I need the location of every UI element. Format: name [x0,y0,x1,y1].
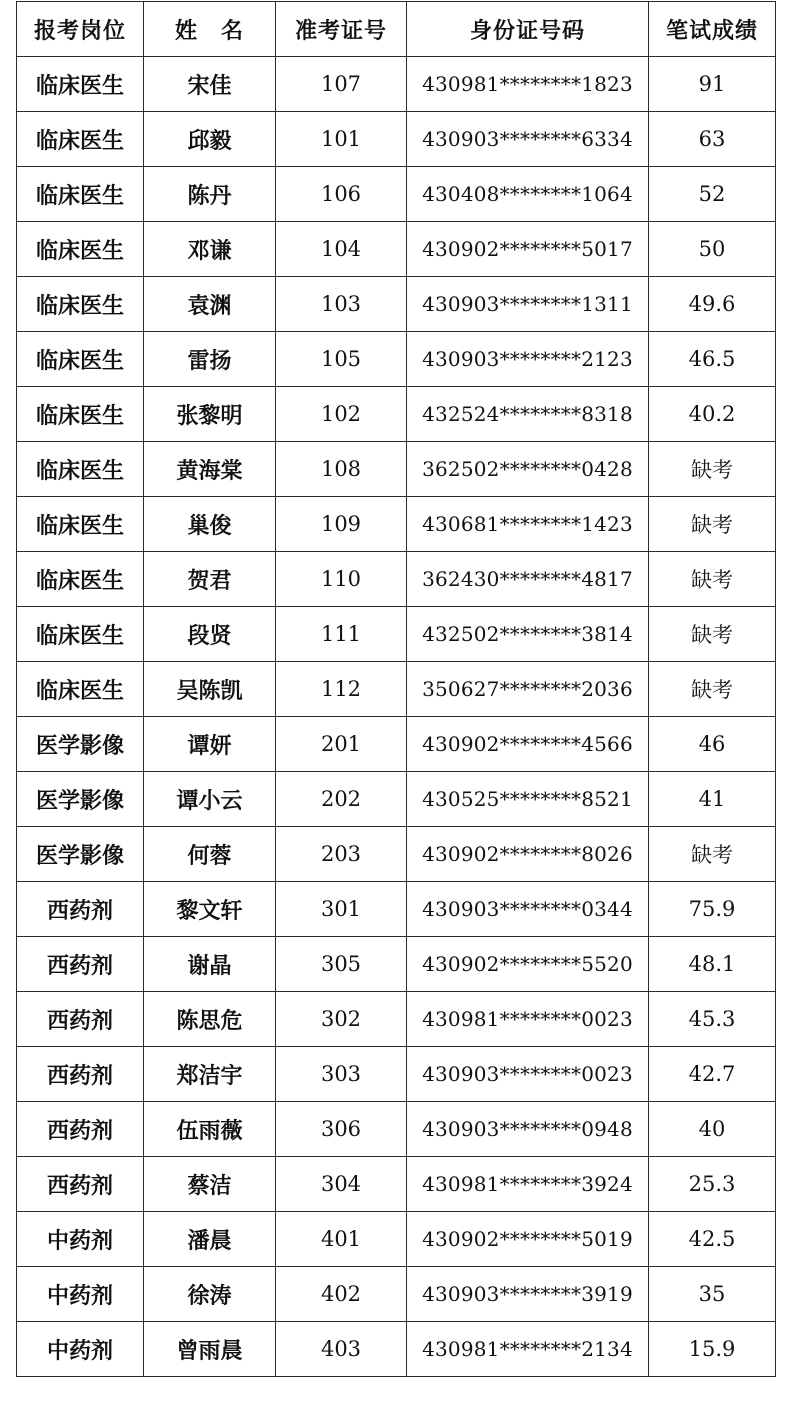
cell-post: 西药剂 [17,882,144,937]
cell-post: 临床医生 [17,552,144,607]
cell-score: 25.3 [649,1157,776,1212]
cell-post: 临床医生 [17,387,144,442]
cell-ticket-number: 108 [276,442,407,497]
cell-post: 中药剂 [17,1267,144,1322]
cell-score: 42.5 [649,1212,776,1267]
header-row [17,2,776,57]
cell-id-number: 432502********3814 [407,607,649,662]
cell-score: 91 [649,57,776,112]
cell-name: 袁渊 [144,277,276,332]
cell-score: 46 [649,717,776,772]
cell-name: 何蓉 [144,827,276,882]
cell-name: 邓谦 [144,222,276,277]
cell-post: 临床医生 [17,222,144,277]
cell-ticket-number: 306 [276,1102,407,1157]
cell-ticket-number: 107 [276,57,407,112]
cell-score: 缺考 [649,552,776,607]
cell-name: 潘晨 [144,1212,276,1267]
cell-score: 缺考 [649,662,776,717]
cell-id-number: 362430********4817 [407,552,649,607]
cell-name: 谭妍 [144,717,276,772]
cell-ticket-number: 106 [276,167,407,222]
cell-score: 48.1 [649,937,776,992]
cell-name: 黎文轩 [144,882,276,937]
cell-name: 段贤 [144,607,276,662]
table-row [17,332,776,387]
cell-score: 45.3 [649,992,776,1047]
cell-name: 陈丹 [144,167,276,222]
cell-ticket-number: 304 [276,1157,407,1212]
cell-id-number: 430903********6334 [407,112,649,167]
cell-post: 临床医生 [17,277,144,332]
table-row [17,992,776,1047]
cell-id-number: 430525********8521 [407,772,649,827]
cell-ticket-number: 403 [276,1322,407,1377]
cell-id-number: 430981********3924 [407,1157,649,1212]
cell-name: 雷扬 [144,332,276,387]
cell-name: 郑洁宇 [144,1047,276,1102]
cell-ticket-number: 102 [276,387,407,442]
cell-score: 缺考 [649,497,776,552]
cell-id-number: 430902********4566 [407,717,649,772]
cell-post: 中药剂 [17,1322,144,1377]
cell-name: 谭小云 [144,772,276,827]
cell-score: 63 [649,112,776,167]
cell-post: 临床医生 [17,662,144,717]
header-id-number: 身份证号码 [407,2,649,57]
table-row [17,1157,776,1212]
cell-id-number: 430903********1311 [407,277,649,332]
cell-id-number: 430903********0344 [407,882,649,937]
cell-post: 西药剂 [17,1102,144,1157]
table-row [17,167,776,222]
cell-post: 西药剂 [17,1157,144,1212]
cell-id-number: 430408********1064 [407,167,649,222]
cell-ticket-number: 103 [276,277,407,332]
cell-name: 邱毅 [144,112,276,167]
table-row [17,1212,776,1267]
cell-name: 吴陈凯 [144,662,276,717]
cell-ticket-number: 110 [276,552,407,607]
table-row [17,277,776,332]
table-row [17,387,776,442]
table-row [17,1322,776,1377]
cell-id-number: 432524********8318 [407,387,649,442]
cell-ticket-number: 302 [276,992,407,1047]
header-ticket-number: 准考证号 [276,2,407,57]
table-row [17,222,776,277]
cell-ticket-number: 401 [276,1212,407,1267]
cell-name: 张黎明 [144,387,276,442]
table-row [17,112,776,167]
table-row [17,607,776,662]
table-row [17,552,776,607]
cell-id-number: 430903********3919 [407,1267,649,1322]
cell-ticket-number: 105 [276,332,407,387]
cell-score: 42.7 [649,1047,776,1102]
header-name: 姓 名 [144,2,276,57]
cell-ticket-number: 201 [276,717,407,772]
cell-ticket-number: 101 [276,112,407,167]
cell-score: 40 [649,1102,776,1157]
cell-ticket-number: 112 [276,662,407,717]
cell-id-number: 430902********5019 [407,1212,649,1267]
table-row [17,717,776,772]
cell-score: 49.6 [649,277,776,332]
table-row [17,1102,776,1157]
cell-post: 临床医生 [17,497,144,552]
table-body [17,57,776,1377]
cell-ticket-number: 303 [276,1047,407,1102]
header-score: 笔试成绩 [649,2,776,57]
cell-score: 15.9 [649,1322,776,1377]
table-row [17,57,776,112]
table-row [17,442,776,497]
cell-name: 伍雨薇 [144,1102,276,1157]
cell-name: 贺君 [144,552,276,607]
cell-score: 52 [649,167,776,222]
cell-id-number: 430981********1823 [407,57,649,112]
cell-post: 中药剂 [17,1212,144,1267]
cell-score: 缺考 [649,827,776,882]
cell-name: 曾雨晨 [144,1322,276,1377]
cell-name: 蔡洁 [144,1157,276,1212]
cell-post: 医学影像 [17,772,144,827]
cell-post: 临床医生 [17,112,144,167]
cell-id-number: 430903********0023 [407,1047,649,1102]
cell-name: 徐涛 [144,1267,276,1322]
cell-post: 西药剂 [17,937,144,992]
cell-post: 西药剂 [17,992,144,1047]
cell-id-number: 430902********5520 [407,937,649,992]
cell-id-number: 430981********0023 [407,992,649,1047]
cell-id-number: 430981********2134 [407,1322,649,1377]
cell-score: 75.9 [649,882,776,937]
cell-id-number: 430902********8026 [407,827,649,882]
cell-score: 40.2 [649,387,776,442]
cell-name: 黄海棠 [144,442,276,497]
cell-name: 宋佳 [144,57,276,112]
cell-post: 临床医生 [17,442,144,497]
table-row [17,882,776,937]
cell-score: 41 [649,772,776,827]
cell-post: 临床医生 [17,57,144,112]
cell-score: 46.5 [649,332,776,387]
cell-name: 谢晶 [144,937,276,992]
cell-id-number: 430903********2123 [407,332,649,387]
header-post: 报考岗位 [17,2,144,57]
cell-ticket-number: 305 [276,937,407,992]
table-header [17,2,776,57]
cell-name: 陈思危 [144,992,276,1047]
cell-score: 缺考 [649,607,776,662]
cell-ticket-number: 203 [276,827,407,882]
table-row [17,772,776,827]
cell-ticket-number: 111 [276,607,407,662]
cell-id-number: 350627********2036 [407,662,649,717]
table-row [17,1267,776,1322]
cell-ticket-number: 104 [276,222,407,277]
cell-ticket-number: 402 [276,1267,407,1322]
cell-post: 临床医生 [17,332,144,387]
table-row [17,937,776,992]
cell-post: 医学影像 [17,827,144,882]
cell-post: 医学影像 [17,717,144,772]
table-row [17,497,776,552]
cell-id-number: 362502********0428 [407,442,649,497]
cell-post: 临床医生 [17,607,144,662]
cell-id-number: 430681********1423 [407,497,649,552]
cell-ticket-number: 109 [276,497,407,552]
cell-id-number: 430903********0948 [407,1102,649,1157]
cell-name: 巢俊 [144,497,276,552]
cell-score: 50 [649,222,776,277]
cell-score: 缺考 [649,442,776,497]
exam-score-table [16,1,776,1377]
cell-post: 西药剂 [17,1047,144,1102]
cell-score: 35 [649,1267,776,1322]
table-row [17,1047,776,1102]
cell-post: 临床医生 [17,167,144,222]
table-row [17,662,776,717]
cell-ticket-number: 301 [276,882,407,937]
cell-id-number: 430902********5017 [407,222,649,277]
table-row [17,827,776,882]
cell-ticket-number: 202 [276,772,407,827]
